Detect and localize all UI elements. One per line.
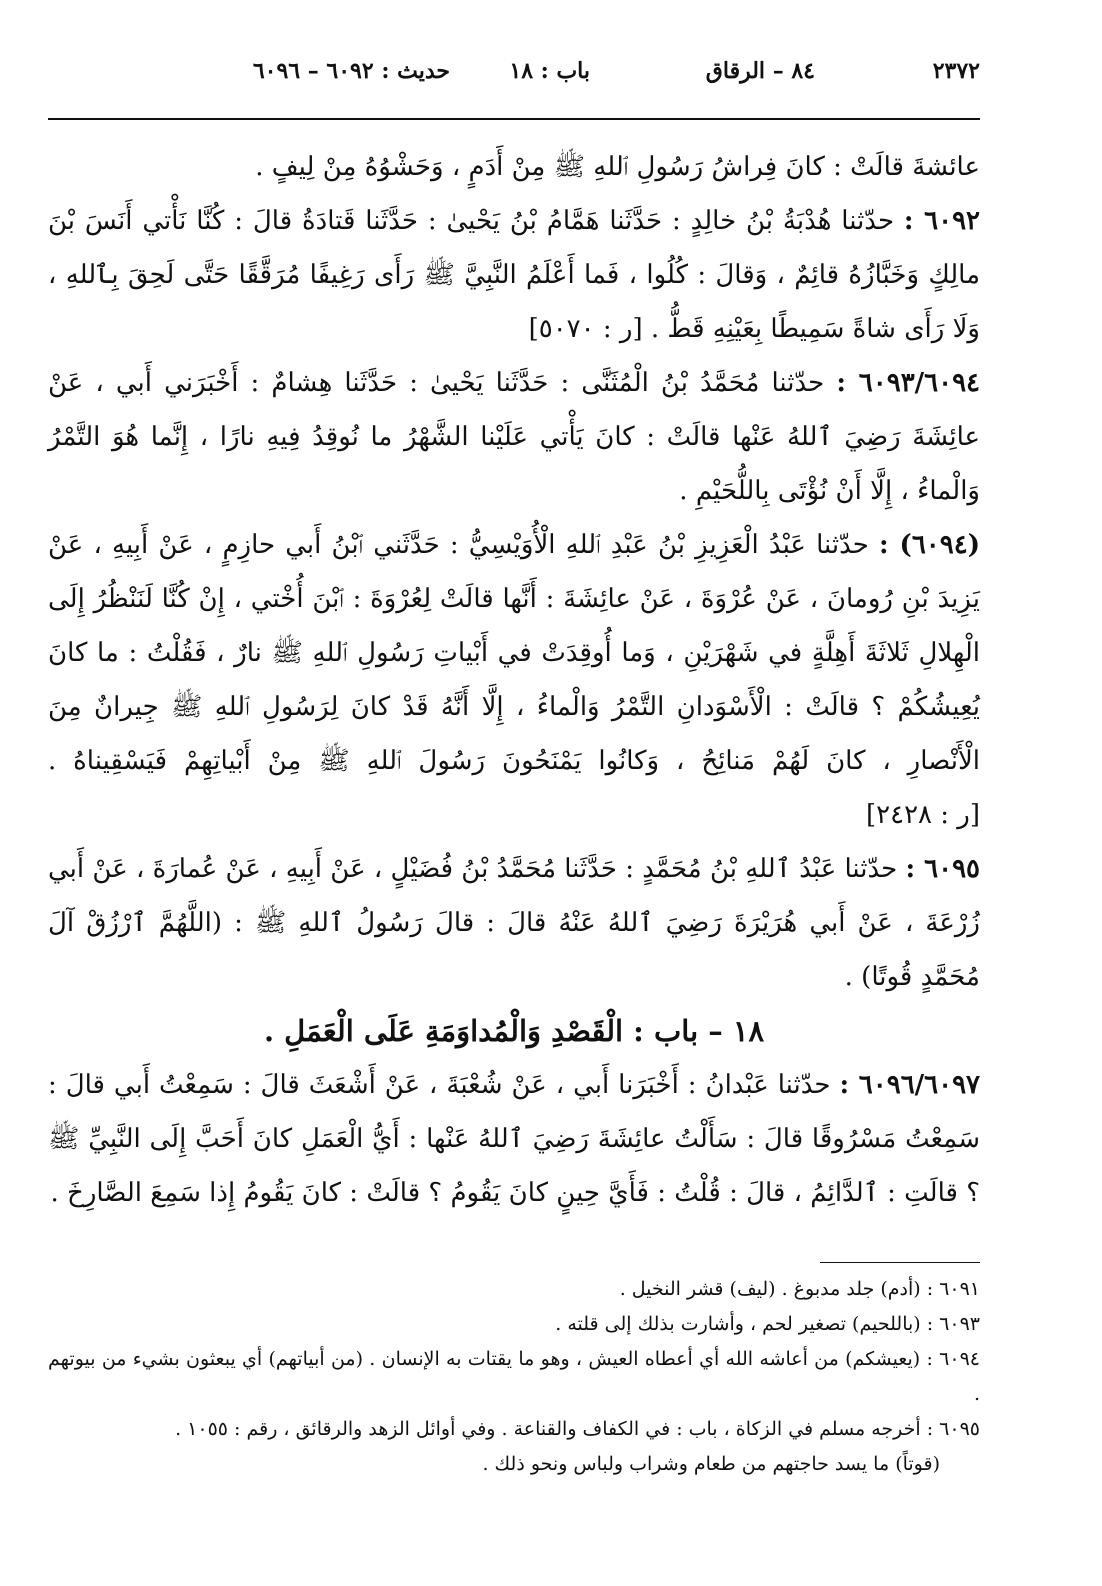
chapter-heading: ١٨ – باب : الْقَصْدِ وَالْمُداوَمَةِ عَلَى الْعَمَلِ . <box>263 1014 765 1048</box>
hadith-6092 <box>48 194 980 356</box>
footnote-6095-continuation: (قوتاً) ما يسد حاجتهم من طعام وشراب ولباس ونحو ذلك . <box>482 1453 940 1475</box>
hadith-number: ٦٠٩٦/٦٠٩٧ : <box>839 1070 981 1100</box>
hadith-6093 <box>48 356 980 518</box>
hadith-number: ٦٠٩٢ : <box>903 206 981 236</box>
cross-reference: [ر : ٢٤٢٨] <box>865 800 980 830</box>
hadith-text: حدّثنا عَبْدُ الْعَزِيزِ بْنُ عَبْدِ ٱللهِ الْأُوَيْسِيُّ : حَدَّثَني ٱبْنُ أَبي حازِمٍ ، عَنْ أَبِيهِ ، عَنْ يَزِيدَ بْنِ رُومانَ ، عَنْ عُرْوَةَ ، عَنْ عائِشَةَ : أَنَّها قالَتْ لِعُرْوَةَ : ٱبْنَ أُخْتي ، إِنْ كُنَّا لَنَنْظُرُ إِلَى الْهِلالِ ثَلاثَةَ أَهِلَّةٍ في شَهْرَيْنِ ، وَما أُوقِدَتْ في أَبْياتِ رَسُولِ ٱللهِ ﷺ نارٌ ، فَقُلْتُ : ما كانَ يُعِيشُكُمْ ؟ قالَتْ : الْأَسْوَدانِ التَّمْرُ وَالْماءُ ، إِلَّا أَنَّهُ قَدْ كانَ لِرَسُولِ ٱللهِ ﷺ جِيرانٌ مِنَ الْأَنْصارِ ، كانَ لَهُمْ مَنائِحُ ، وَكانُوا يَمْنَحُونَ رَسُولَ ٱللهِ ﷺ مِنْ أَبْياتِهِمْ فَيَسْقِيناهُ . <box>48 530 980 776</box>
hadith-6095 <box>48 842 980 1004</box>
main-text <box>48 140 980 1220</box>
footnote-rule <box>820 1262 980 1263</box>
footnote-6093: ٦٠٩٣ : (باللحيم) تصغير لحم ، وأشارت بذلك إلى قلته . <box>555 1313 980 1335</box>
footnote-6091: ٦٠٩١ : (أدم) جلد مدبوغ . (ليف) قشر النخيل . <box>619 1278 980 1300</box>
chapter-reference: باب : ١٨ <box>509 58 590 84</box>
footnote-6094: ٦٠٩٤ : (يعيشكم) من أعاشه الله أي أعطاه العيش ، وهو ما يقتات به الإنسان . (من أبياتهم) أي يبعثون بشيء من بيوتهم . <box>48 1348 980 1405</box>
hadith-6096 <box>48 1058 980 1220</box>
hadith-number: ٦٠٩٣/٦٠٩٤ : <box>836 368 981 398</box>
running-header <box>48 58 980 98</box>
hadith-6094 <box>48 518 980 842</box>
cross-reference: [ر : ٥٠٧٠] <box>528 314 643 344</box>
page-number: ٢٣٧٢ <box>932 58 980 84</box>
hadith-text: حدّثنا عَبْدانُ : أَخْبَرَنا أَبي ، عَنْ شُعْبَةَ ، عَنْ أَشْعَثَ قالَ : سَمِعْتُ أَبي قالَ : سَمِعْتُ مَسْرُوقًا قالَ : سَأَلْتُ عائِشَةَ رَضِيَ ٱللهُ عَنْها : أَيُّ الْعَمَلِ كانَ أَحَبَّ إِلَى النَّبِيِّ ﷺ ؟ قالَتِ : ٱلدَّائِمُ ، قالَ : قُلْتُ : فَأَيَّ حِينٍ كانَ يَقُومُ ؟ قالَتْ : كانَ يَقُومُ إِذا سَمِعَ الصَّارِخَ . <box>48 1070 980 1208</box>
hadith-range: حديث : ٦٠٩٢ – ٦٠٩٦ <box>252 58 450 84</box>
hadith-text: حدّثنا مُحَمَّدُ بْنُ الْمُثَنَّى : حَدَّثَنا يَحْيىٰ : حَدَّثَنا هِشامٌ : أَخْبَرَني أَبي ، عَنْ عائِشَةَ رَضِيَ ٱللهُ عَنْها قالَتْ : كانَ يَأْتي عَلَيْنا الشَّهْرُ ما نُوقِدُ فِيهِ نارًا ، إِنَّما هُوَ التَّمْرُ وَالْماءُ ، إِلَّا أَنْ نُؤْتَى بِاللُّحَيْمِ . <box>48 368 980 506</box>
footnote-6095: ٦٠٩٥ : أخرجه مسلم في الزكاة ، باب : في الكفاف والقناعة . وفي أوائل الزهد والرقائق ، رقم : ١٠٥٥ . <box>175 1418 980 1440</box>
paragraph-continuation: عائشةَ قالَتْ : كانَ فِراشُ رَسُولِ ٱللهِ ﷺ مِنْ أَدَمٍ ، وَحَشْوُهُ مِنْ لِيفٍ . <box>255 152 980 182</box>
book-page <box>48 0 980 1586</box>
hadith-text: حدّثنا عَبْدُ ٱللهِ بْنُ مُحَمَّدٍ : حَدَّثَنا مُحَمَّدُ بْنُ فُضَيْلٍ ، عَنْ أَبِيهِ ، عَنْ عُمارَةَ ، عَنْ أَبي زُرْعَةَ ، عَنْ أَبي هُرَيْرَةَ رَضِيَ ٱللهُ عَنْهُ قالَ : قالَ رَسُولُ ٱللهِ ﷺ : (اللَّهُمَّ ٱرْزُقْ آلَ مُحَمَّدٍ قُوتًا) . <box>48 854 980 992</box>
book-title: ٨٤ – الرقاق <box>705 58 815 84</box>
footnotes <box>48 1272 980 1482</box>
hadith-number: (٦٠٩٤) : <box>878 530 981 560</box>
header-rule <box>48 118 980 120</box>
hadith-number: ٦٠٩٥ : <box>905 854 981 884</box>
hadith-text: حدّثنا هُدْبَةُ بْنُ خالِدٍ : حَدَّثَنا هَمَّامُ بْنُ يَحْيىٰ : حَدَّثَنا قَتادَةُ قالَ : كُنَّا نَأْتي أَنَسَ بْنَ مالِكٍ وَخَبَّازُهُ قائِمٌ ، وَقالَ : كُلُوا ، فَما أَعْلَمُ النَّبِيَّ ﷺ رَأَى رَغِيفًا مُرَقَّقًا حَتَّى لَحِقَ بِٱللهِ ، وَلَا رَأَى شاةً سَمِيطًا بِعَيْنِهِ قَطُّ . <box>48 206 980 344</box>
